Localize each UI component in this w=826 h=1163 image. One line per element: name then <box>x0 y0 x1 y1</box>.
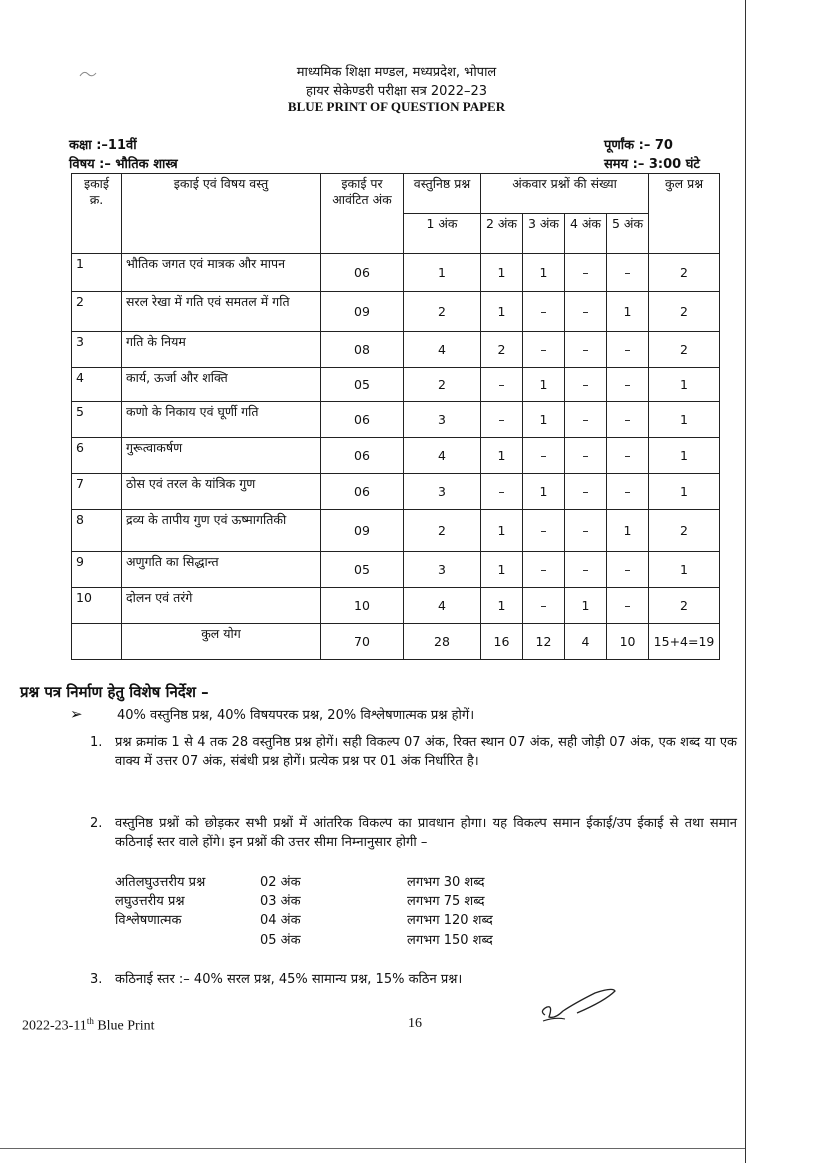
total-label: कुल योग <box>122 624 321 660</box>
unit-m4: 1 <box>565 588 607 624</box>
unit-m5: – <box>607 332 649 368</box>
limit-marks-3: 04 अंक <box>260 913 301 928</box>
table-row <box>72 474 720 510</box>
unit-no: 2 <box>72 292 122 332</box>
unit-m5: – <box>607 438 649 474</box>
unit-m4: – <box>565 438 607 474</box>
col-unit-no: इकाई क्र. <box>72 174 122 254</box>
unit-m5: 1 <box>607 510 649 552</box>
col-3-mark: 3 अंक <box>523 214 565 254</box>
col-total: कुल प्रश्न <box>649 174 720 254</box>
unit-topic: ठोस एवं तरल के यांत्रिक गुण <box>122 474 321 510</box>
page-number: 16 <box>408 1016 422 1031</box>
footer-doc-sup: th <box>86 1016 94 1026</box>
unit-marks: 06 <box>321 438 404 474</box>
subject-label: विषय :– भौतिक शास्त्र <box>69 157 178 172</box>
unit-total: 2 <box>649 588 720 624</box>
unit-m1: 4 <box>404 332 481 368</box>
unit-m3: – <box>523 552 565 588</box>
footer-doc-suffix: Blue Print <box>93 1018 155 1034</box>
footer-doc-prefix: 2022-23-11 <box>22 1018 87 1034</box>
unit-total: 1 <box>649 474 720 510</box>
unit-total: 1 <box>649 368 720 402</box>
unit-m3: – <box>523 588 565 624</box>
unit-no: 4 <box>72 368 122 402</box>
col-unit-topic: इकाई एवं विषय वस्तु <box>122 174 321 254</box>
board-name: माध्यमिक शिक्षा मण्डल, मध्यप्रदेश, भोपाल <box>296 65 497 80</box>
unit-no: 5 <box>72 402 122 438</box>
unit-marks: 05 <box>321 552 404 588</box>
unit-no: 6 <box>72 438 122 474</box>
page-edge-line <box>745 0 746 1163</box>
blueprint-table <box>71 173 720 660</box>
limit-marks-4: 05 अंक <box>260 933 301 948</box>
unit-m3: – <box>523 292 565 332</box>
unit-m1: 4 <box>404 588 481 624</box>
instruction-item3: कठिनाई स्तर :– 40% सरल प्रश्न, 45% सामान्य प्रश्न, 15% कठिन प्रश्न। <box>115 972 463 987</box>
unit-m1: 2 <box>404 368 481 402</box>
unit-no: 10 <box>72 588 122 624</box>
instructions-title: प्रश्न पत्र निर्माण हेतु विशेष निर्देश – <box>20 683 209 701</box>
instruction-item2: वस्तुनिष्ठ प्रश्नों को छोड़कर सभी प्रश्नों में आंतरिक विकल्प का प्रावधान होगा। यह विकल्प समान ईकाई/उप ईकाई से तथा समान कठिनाई स्तर वाले होंगे। इन प्रश्नों की उत्तर सीमा निम्नानुसार होगी – <box>115 816 737 850</box>
unit-marks: 09 <box>321 292 404 332</box>
unit-total: 1 <box>649 438 720 474</box>
total-m3: 12 <box>523 624 565 660</box>
bottom-rule <box>0 1148 745 1149</box>
unit-m1: 3 <box>404 474 481 510</box>
document-title: BLUE PRINT OF QUESTION PAPER <box>287 99 506 114</box>
unit-m4: – <box>565 474 607 510</box>
table-row <box>72 510 720 552</box>
table-header-row <box>72 174 720 214</box>
unit-m2: 1 <box>481 292 523 332</box>
total-marks: 70 <box>321 624 404 660</box>
total-row <box>72 624 720 660</box>
unit-m3: 1 <box>523 402 565 438</box>
unit-m2: 1 <box>481 588 523 624</box>
max-marks-label: पूर्णांक :– 70 <box>604 138 673 153</box>
col-4-mark: 4 अंक <box>565 214 607 254</box>
unit-m3: 1 <box>523 474 565 510</box>
unit-m2: – <box>481 402 523 438</box>
unit-no: 3 <box>72 332 122 368</box>
unit-m5: – <box>607 368 649 402</box>
unit-total: 2 <box>649 292 720 332</box>
unit-m2: 1 <box>481 510 523 552</box>
instruction-item1: प्रश्न क्रमांक 1 से 4 तक 28 वस्तुनिष्ठ प्रश्न होगें। सही विकल्प 07 अंक, रिक्त स्थान 07 अंक, सही जोड़ी 07 अंक, एक शब्द या एक वाक्य में उत्तर 07 अंक, संबंधी प्रश्न होगें। प्रत्येक प्रश्न पर 01 अंक निर्धारित है। <box>115 735 737 769</box>
limit-words-2: लगभग 75 शब्द <box>407 894 485 909</box>
unit-m4: – <box>565 292 607 332</box>
limit-words-1: लगभग 30 शब्द <box>407 875 485 890</box>
unit-m1: 3 <box>404 552 481 588</box>
unit-m4: – <box>565 510 607 552</box>
total-cell-empty <box>72 624 122 660</box>
unit-m3: 1 <box>523 368 565 402</box>
limit-type-3: विश्लेषणात्मक <box>115 913 182 928</box>
unit-total: 2 <box>649 254 720 292</box>
unit-topic: भौतिक जगत एवं मात्रक और मापन <box>122 254 321 292</box>
unit-topic: गति के नियम <box>122 332 321 368</box>
exam-session: हायर सेकेण्डरी परीक्षा सत्र 2022–23 <box>305 84 488 99</box>
unit-m2: – <box>481 474 523 510</box>
unit-topic: द्रव्य के तापीय गुण एवं ऊष्मागतिकी <box>122 510 321 552</box>
unit-marks: 10 <box>321 588 404 624</box>
total-questions: 15+4=19 <box>649 624 720 660</box>
unit-m2: 2 <box>481 332 523 368</box>
unit-topic: दोलन एवं तरंगे <box>122 588 321 624</box>
table-row <box>72 292 720 332</box>
unit-total: 2 <box>649 510 720 552</box>
unit-m2: 1 <box>481 254 523 292</box>
unit-m5: – <box>607 588 649 624</box>
col-allotted-marks: इकाई पर आवंटित अंक <box>321 174 404 254</box>
unit-m3: 1 <box>523 254 565 292</box>
total-m4: 4 <box>565 624 607 660</box>
col-objective: वस्तुनिष्ठ प्रश्न <box>404 174 481 214</box>
table-row <box>72 588 720 624</box>
unit-total: 1 <box>649 552 720 588</box>
limit-words-3: लगभग 120 शब्द <box>407 913 493 928</box>
unit-marks: 06 <box>321 474 404 510</box>
total-m2: 16 <box>481 624 523 660</box>
time-label: समय :– 3:00 घंटे <box>604 157 700 172</box>
limit-type-2: लघुउत्तरीय प्रश्न <box>115 894 185 909</box>
unit-topic: अणुगति का सिद्धान्त <box>122 552 321 588</box>
unit-m1: 2 <box>404 510 481 552</box>
table-row <box>72 254 720 292</box>
table-row <box>72 368 720 402</box>
unit-m4: – <box>565 368 607 402</box>
unit-total: 2 <box>649 332 720 368</box>
unit-marks: 06 <box>321 402 404 438</box>
unit-m3: – <box>523 438 565 474</box>
unit-no: 7 <box>72 474 122 510</box>
table-row <box>72 438 720 474</box>
unit-no: 8 <box>72 510 122 552</box>
unit-m4: – <box>565 402 607 438</box>
table-row <box>72 332 720 368</box>
unit-total: 1 <box>649 402 720 438</box>
total-m5: 10 <box>607 624 649 660</box>
unit-m5: 1 <box>607 292 649 332</box>
footer-doc-id <box>22 1016 155 1035</box>
limit-words-4: लगभग 150 शब्द <box>407 933 493 948</box>
unit-topic: सरल रेखा में गति एवं समतल में गति <box>122 292 321 332</box>
signature-icon <box>535 985 625 1030</box>
unit-m2: 1 <box>481 438 523 474</box>
table-row <box>72 402 720 438</box>
limit-type-1: अतिलघुउत्तरीय प्रश्न <box>115 875 206 890</box>
unit-marks: 05 <box>321 368 404 402</box>
unit-m3: – <box>523 332 565 368</box>
unit-marks: 09 <box>321 510 404 552</box>
col-2-mark: 2 अंक <box>481 214 523 254</box>
total-m1: 28 <box>404 624 481 660</box>
unit-topic: कणो के निकाय एवं घूर्णी गति <box>122 402 321 438</box>
unit-no: 1 <box>72 254 122 292</box>
unit-m5: – <box>607 552 649 588</box>
item2-number: 2. <box>90 816 103 831</box>
limit-marks-2: 03 अंक <box>260 894 301 909</box>
unit-no: 9 <box>72 552 122 588</box>
class-label: कक्षा :–11वीं <box>69 138 137 153</box>
unit-m4: – <box>565 254 607 292</box>
unit-m5: – <box>607 402 649 438</box>
col-markwise: अंकवार प्रश्नों की संख्या <box>481 174 649 214</box>
unit-topic: कार्य, ऊर्जा और शक्ति <box>122 368 321 402</box>
unit-m4: – <box>565 332 607 368</box>
unit-m3: – <box>523 510 565 552</box>
unit-m2: – <box>481 368 523 402</box>
unit-m1: 2 <box>404 292 481 332</box>
unit-m1: 1 <box>404 254 481 292</box>
item3-number: 3. <box>90 972 103 987</box>
unit-m5: – <box>607 474 649 510</box>
col-1-mark: 1 अंक <box>404 214 481 254</box>
unit-marks: 08 <box>321 332 404 368</box>
arrow-bullet-icon: ➢ <box>70 705 83 723</box>
unit-topic: गुरूत्वाकर्षण <box>122 438 321 474</box>
unit-m2: 1 <box>481 552 523 588</box>
col-5-mark: 5 अंक <box>607 214 649 254</box>
unit-m1: 3 <box>404 402 481 438</box>
unit-m5: – <box>607 254 649 292</box>
limit-marks-1: 02 अंक <box>260 875 301 890</box>
unit-marks: 06 <box>321 254 404 292</box>
instruction-bullet: 40% वस्तुनिष्ठ प्रश्न, 40% विषयपरक प्रश्न, 20% विश्लेषणात्मक प्रश्न होगें। <box>117 708 475 723</box>
unit-m1: 4 <box>404 438 481 474</box>
table-row <box>72 552 720 588</box>
unit-m4: – <box>565 552 607 588</box>
item1-number: 1. <box>90 735 103 750</box>
